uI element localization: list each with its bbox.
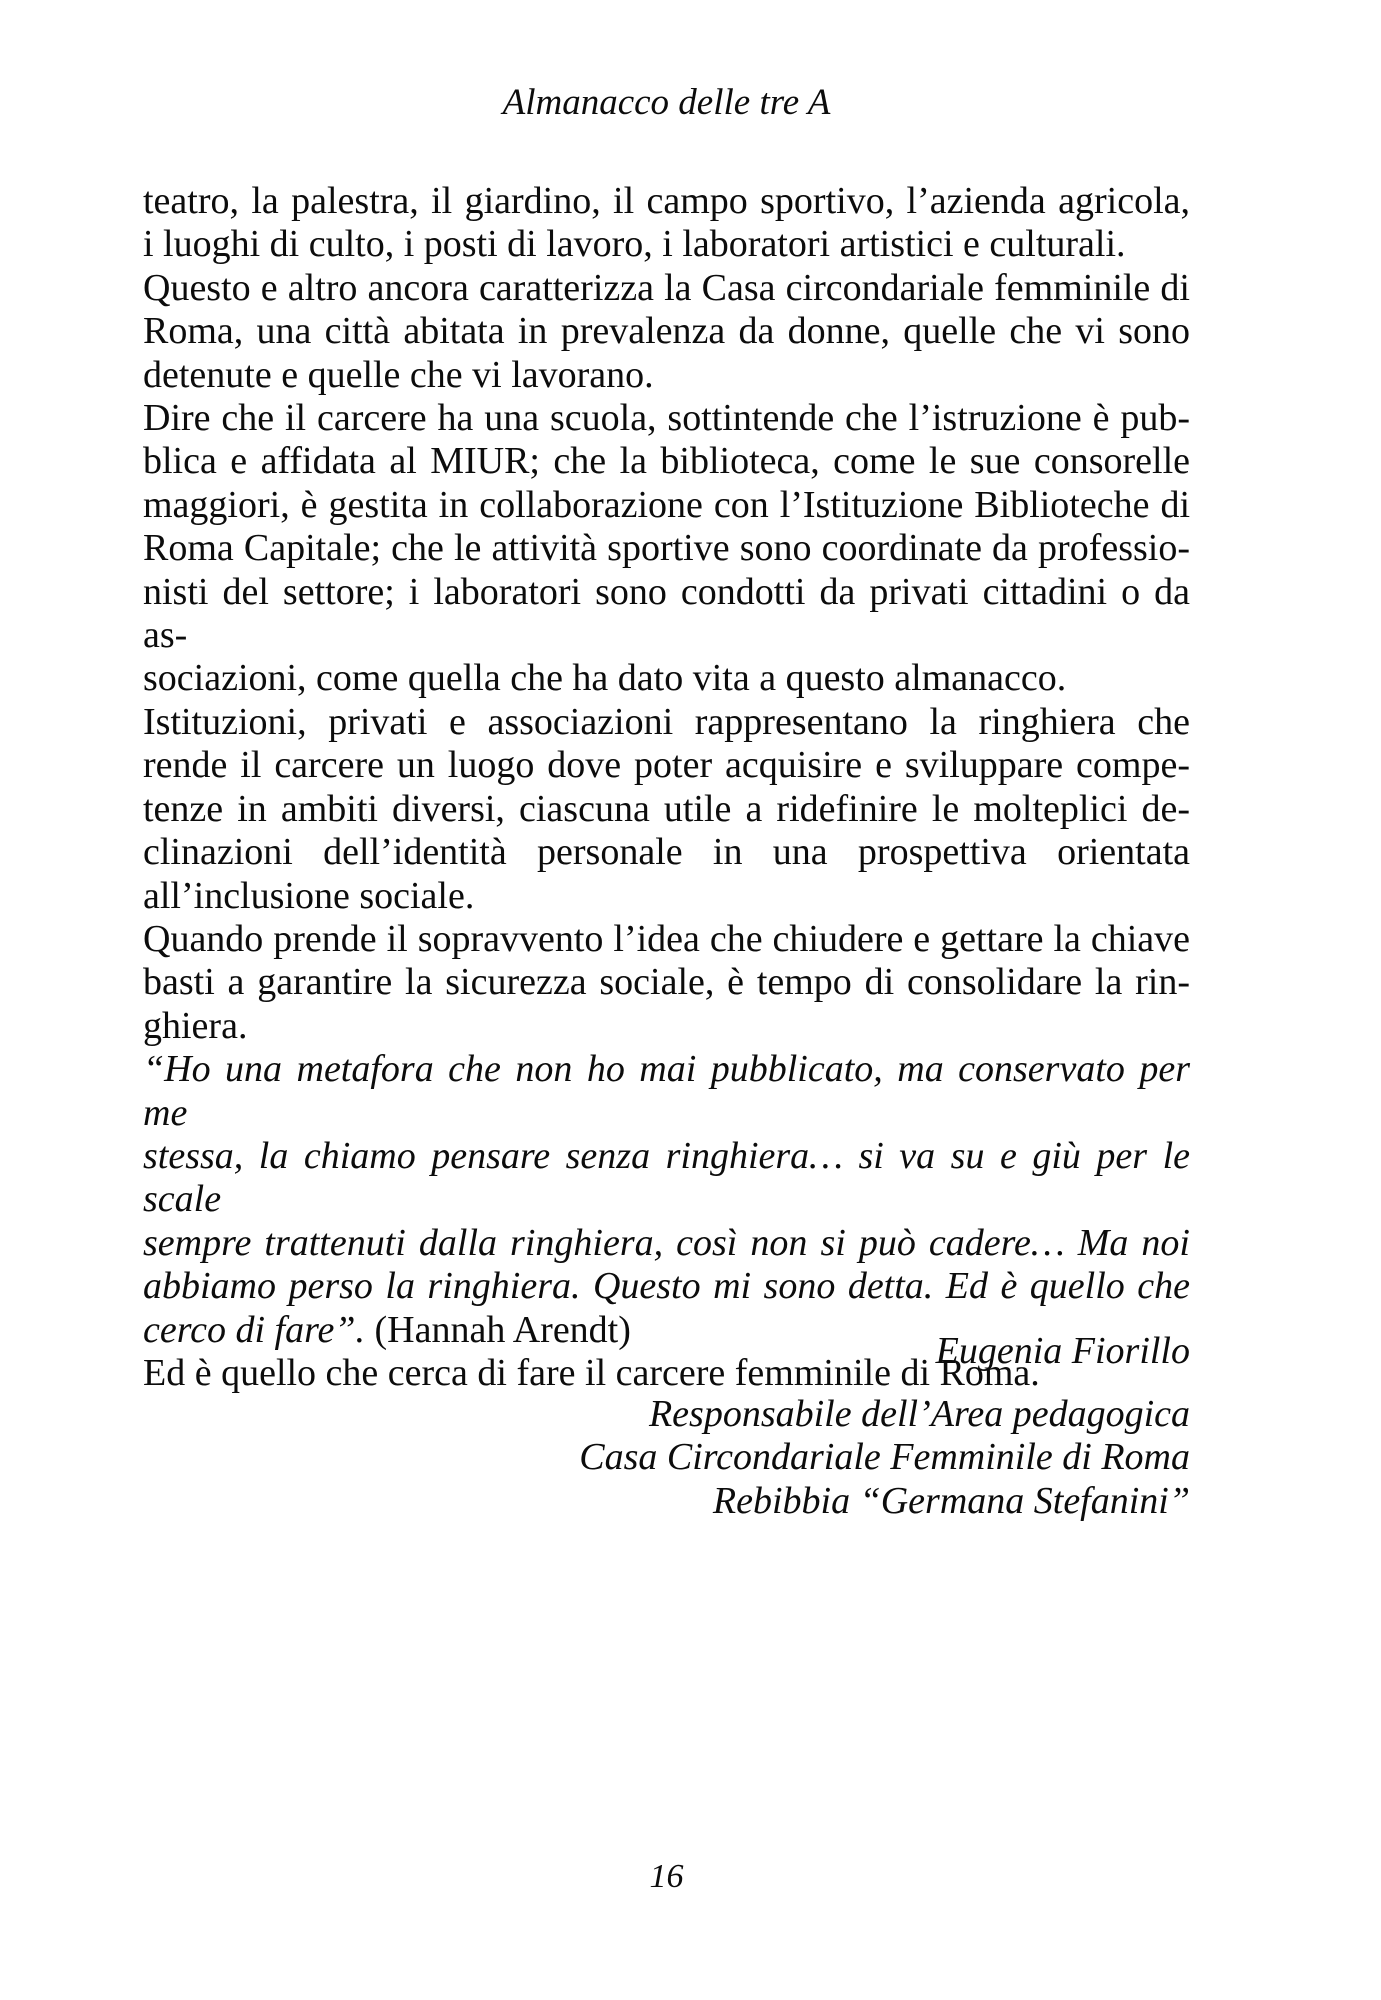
- text-line: [143, 571, 1190, 658]
- text-line: [143, 1222, 1190, 1265]
- text-line: [143, 701, 1190, 744]
- body-text: [143, 180, 1190, 1395]
- signature-role-line: Responsabile dell’Area pedagogica: [648, 1393, 1190, 1435]
- text-run: nisti del settore; i laboratori sono condotti da privati cittadini o da as-: [143, 570, 1190, 657]
- text-run: Roma, una città abitata in prevalenza da donne, quelle che vi sono: [143, 310, 1190, 353]
- text-line: [143, 180, 1190, 223]
- text-line: [143, 440, 1190, 483]
- text-run: blica e affidata al MIUR; che la biblioteca, come le sue consorelle: [143, 440, 1190, 483]
- text-run: “Ho una metafora che non ho mai pubblicato, ma conservato per me: [143, 1048, 1190, 1134]
- text-run: basti a garantire la sicurezza sociale, è tempo di consolidare la rin-: [143, 961, 1190, 1004]
- signature-role-line: Casa Circondariale Femminile di Roma: [579, 1436, 1190, 1479]
- text-run: cerco di fare”.: [143, 1308, 375, 1351]
- text-line: [143, 310, 1190, 353]
- text-line: [143, 1005, 1190, 1048]
- text-line: [143, 397, 1190, 440]
- signature-role-line: Rebibbia “Germana Stefanini”: [712, 1479, 1190, 1522]
- text-run: Questo e altro ancora caratterizza la Casa circondariale femminile di: [143, 266, 1190, 309]
- text-run: Dire che il carcere ha una scuola, sottintende che l’istruzione è pub-: [143, 397, 1190, 440]
- text-run: detenute e quelle che vi lavorano.: [143, 353, 654, 396]
- text-line: [143, 831, 1190, 874]
- text-run: rende il carcere un luogo dove poter acquisire e sviluppare compe-: [143, 744, 1190, 787]
- text-line: [143, 961, 1190, 1004]
- text-run: Ed è quello che cerca di fare il carcere femminile di Roma.: [143, 1351, 1040, 1394]
- text-line: [143, 527, 1190, 570]
- text-line: [143, 354, 1190, 397]
- text-line: [143, 223, 1190, 266]
- text-line: [143, 1135, 1190, 1222]
- text-run: i luoghi di culto, i posti di lavoro, i laboratori artistici e culturali.: [143, 223, 1126, 266]
- page-number: 16: [649, 1858, 684, 1895]
- text-line: [143, 1265, 1190, 1308]
- text-line: [143, 657, 1190, 700]
- text-line: [143, 267, 1190, 310]
- text-run: Quando prende il sopravvento l’idea che chiudere e gettare la chiave: [143, 917, 1190, 960]
- text-line: [143, 875, 1190, 918]
- text-run: ghiera.: [143, 1004, 248, 1047]
- text-run: all’inclusione sociale.: [143, 874, 475, 917]
- running-head: Almanacco delle tre A: [502, 82, 831, 123]
- text-line: [143, 484, 1190, 527]
- text-run: Istituzioni, privati e associazioni rappresentano la ringhiera che: [143, 700, 1190, 743]
- text-run: Roma Capitale; che le attività sportive sono coordinate da professio-: [143, 527, 1190, 570]
- text-run: (Hannah Arendt): [374, 1308, 631, 1351]
- text-run: clinazioni dell’identità personale in una prospettiva orientata: [143, 831, 1190, 874]
- text-run: tenze in ambiti diversi, ciascuna utile a ridefinire le molteplici de-: [143, 787, 1190, 830]
- text-line: [143, 744, 1190, 787]
- text-line: [143, 788, 1190, 831]
- text-run: stessa, la chiamo pensare senza ringhiera… si va su e giù per le scale: [143, 1134, 1190, 1221]
- text-run: sociazioni, come quella che ha dato vita a questo almanacco.: [143, 657, 1067, 700]
- text-run: teatro, la palestra, il giardino, il campo sportivo, l’azienda agricola,: [143, 180, 1190, 222]
- text-run: maggiori, è gestita in collaborazione con l’Istituzione Biblioteche di: [143, 483, 1190, 526]
- text-run: abbiamo perso la ringhiera. Questo mi sono detta. Ed è quello che: [143, 1265, 1190, 1308]
- text-run: sempre trattenuti dalla ringhiera, così non si può cadere… Ma noi: [143, 1221, 1190, 1264]
- text-line: [143, 918, 1190, 961]
- signature-role-block: [143, 1393, 1190, 1523]
- text-line: [143, 1048, 1190, 1135]
- signature-name: Eugenia Fiorillo: [935, 1330, 1190, 1372]
